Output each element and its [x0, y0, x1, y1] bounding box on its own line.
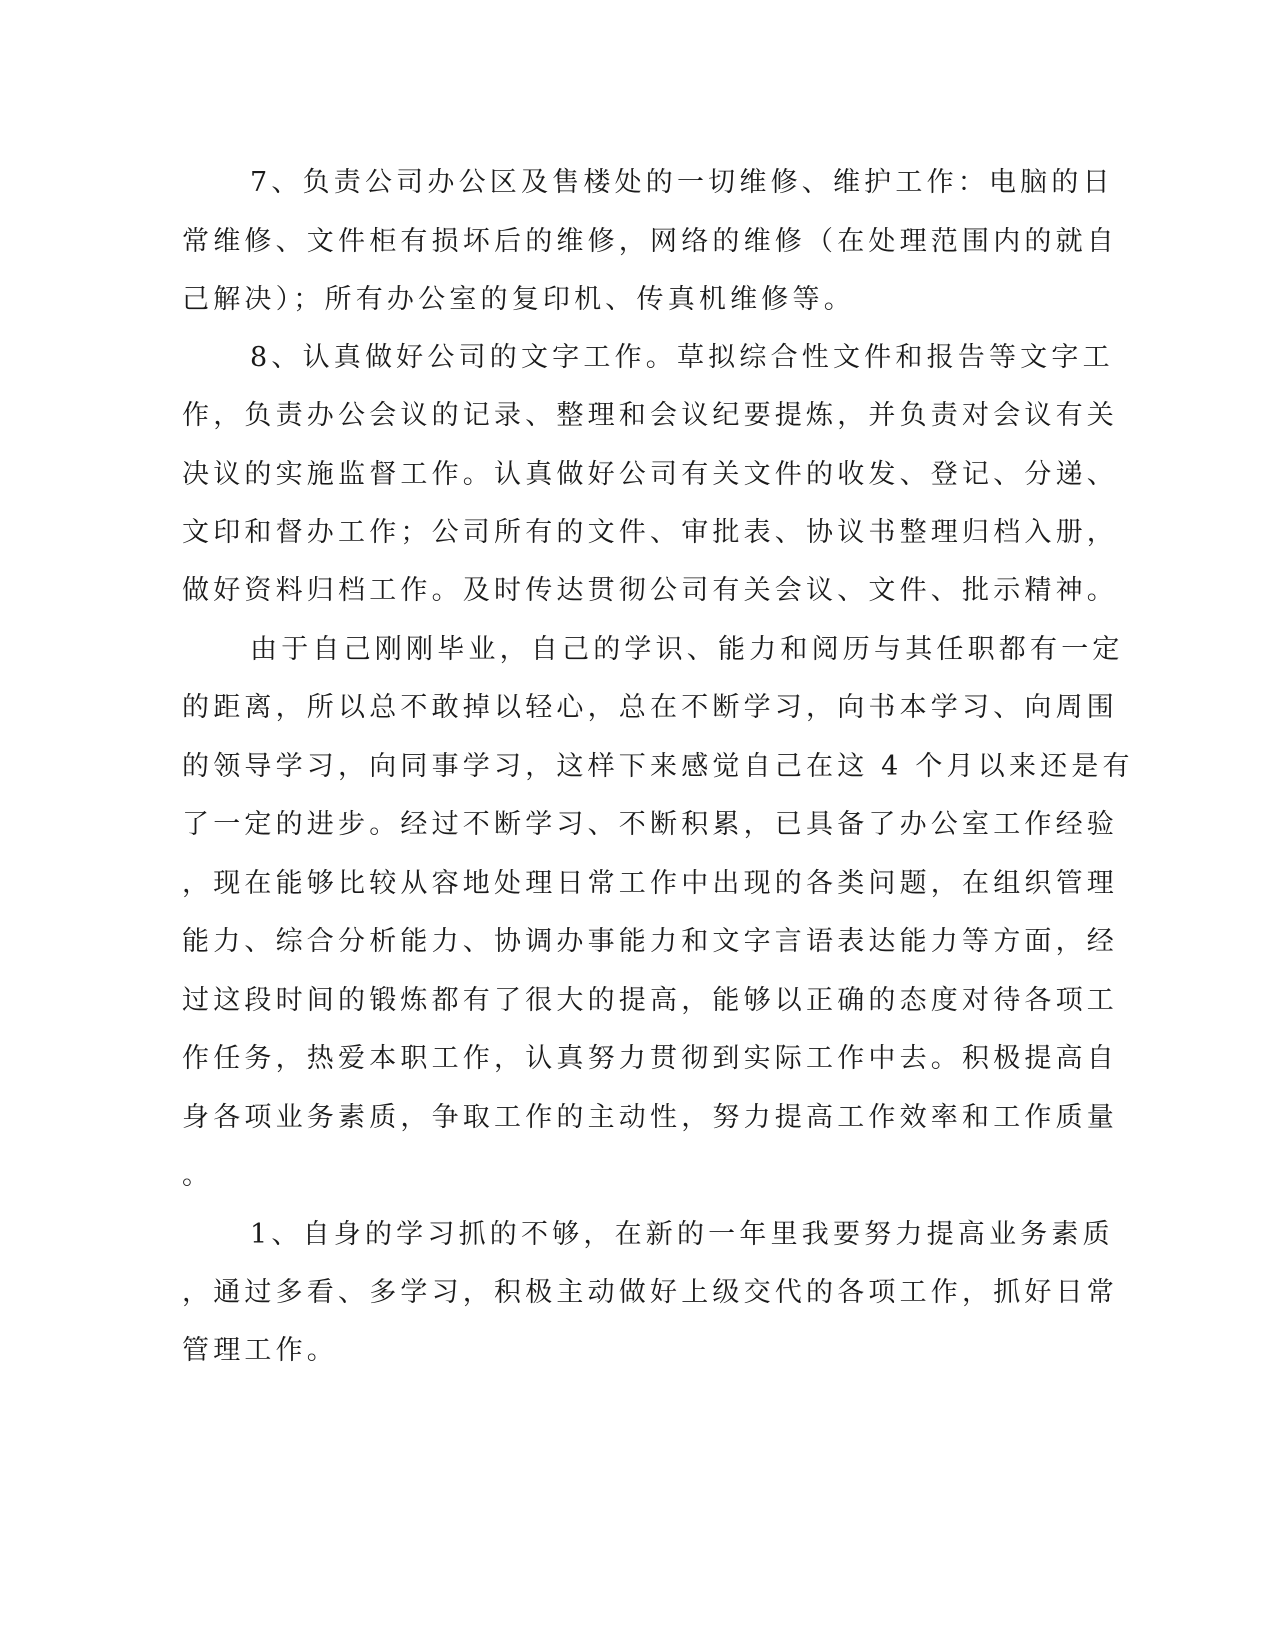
- paragraph-2-line-5: 做好资料归档工作。及时传达贯彻公司有关会议、文件、批示精神。: [182, 575, 1118, 606]
- paragraph-4-line-1: 1、自身的学习抓的不够，在新的一年里我要努力提高业务素质: [250, 1219, 1114, 1250]
- paragraph-4-line-3: 管理工作。: [182, 1335, 338, 1366]
- paragraph-3-line-3: 的领导学习，向同事学习，这样下来感觉自己在这 4 个月以来还是有: [182, 751, 1134, 782]
- paragraph-3-line-6: 能力、综合分析能力、协调办事能力和文字言语表达能力等方面，经: [182, 926, 1118, 957]
- paragraph-3-line-9: 身各项业务素质，争取工作的主动性，努力提高工作效率和工作质量: [182, 1102, 1118, 1133]
- paragraph-3-line-1: 由于自己刚刚毕业，自己的学识、能力和阅历与其任职都有一定: [250, 634, 1124, 665]
- paragraph-2-line-2: 作，负责办公会议的记录、整理和会议纪要提炼，并负责对会议有关: [182, 400, 1118, 431]
- paragraph-3-line-8: 作任务，热爱本职工作，认真努力贯彻到实际工作中去。积极提高自: [182, 1043, 1118, 1074]
- paragraph-4-line-2: ，通过多看、多学习，积极主动做好上级交代的各项工作，抓好日常: [182, 1277, 1118, 1308]
- paragraph-3-line-2: 的距离，所以总不敢掉以轻心，总在不断学习，向书本学习、向周围: [182, 692, 1118, 723]
- paragraph-2-line-4: 文印和督办工作；公司所有的文件、审批表、协议书整理归档入册，: [182, 517, 1118, 548]
- paragraph-1-line-3: 己解决）；所有办公室的复印机、传真机维修等。: [182, 284, 855, 315]
- paragraph-3-line-5: ，现在能够比较从容地处理日常工作中出现的各类问题，在组织管理: [182, 868, 1118, 899]
- paragraph-2-line-3: 决议的实施监督工作。认真做好公司有关文件的收发、登记、分递、: [182, 459, 1118, 490]
- paragraph-1-line-2: 常维修、文件柜有损坏后的维修，网络的维修（在处理范围内的就自: [182, 226, 1118, 257]
- paragraph-2-line-1: 8、认真做好公司的文字工作。草拟综合性文件和报告等文字工: [250, 342, 1114, 373]
- paragraph-1-line-1: 7、负责公司办公区及售楼处的一切维修、维护工作：电脑的日: [250, 167, 1114, 198]
- paragraph-3-line-4: 了一定的进步。经过不断学习、不断积累，已具备了办公室工作经验: [182, 809, 1118, 840]
- paragraph-3-line-7: 过这段时间的锻炼都有了很大的提高，能够以正确的态度对待各项工: [182, 985, 1118, 1016]
- paragraph-3-line-10: 。: [182, 1160, 214, 1191]
